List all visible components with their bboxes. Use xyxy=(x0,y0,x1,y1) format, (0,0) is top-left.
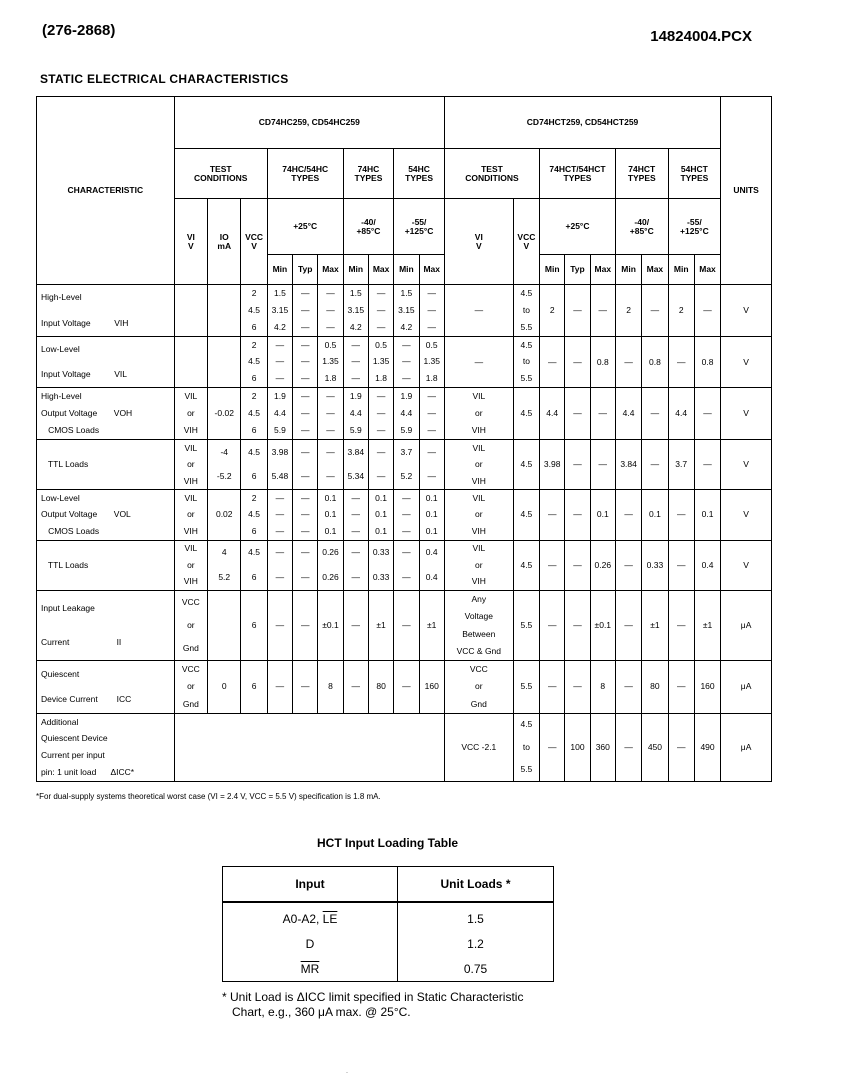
hct-value-cell: ±0.1 xyxy=(590,590,615,660)
units-cell: V xyxy=(721,490,772,540)
vcc-cell: 4.5 6 xyxy=(241,439,267,489)
hc-value-cell: — — — xyxy=(293,285,318,337)
table-row xyxy=(37,387,772,439)
vi-cell: VIL or VIH xyxy=(174,439,207,489)
hct-condition-cell: VCC -2.1 xyxy=(444,713,513,781)
table-row xyxy=(37,540,772,590)
table-body xyxy=(37,285,772,782)
characteristic-cell: Low-Level Output Voltage VOL CMOS Loads xyxy=(37,490,175,540)
table-footnote: *For dual-supply systems theoretical worst case (VI = 2.4 V, VCC = 5.5 V) specification is 1.8 mA. xyxy=(36,792,381,801)
characteristic-cell: Additional Quiescent Device Current per input pin: 1 unit load ΔICC* xyxy=(37,713,175,781)
hct-condition-cell: VIL or VIH xyxy=(444,490,513,540)
hct-vi-header: VI V xyxy=(444,199,513,285)
hc-value-cell: 0.5 1.35 1.8 xyxy=(318,337,343,387)
hc-value-cell: ±1 xyxy=(419,590,444,660)
hct-family-header: CD74HCT259, CD54HCT259 xyxy=(444,97,720,149)
characteristic-cell: Low-Level Input Voltage VIL xyxy=(37,337,175,387)
hct-value-cell: 360 xyxy=(590,713,615,781)
hct-value-cell: — xyxy=(565,661,590,713)
hc-value-cell: — — — xyxy=(394,337,419,387)
hc-value-cell: 1.9 4.4 5.9 xyxy=(394,387,419,439)
hc-value-cell: — — xyxy=(343,540,368,590)
hct-25c-header: +25°C xyxy=(540,199,616,255)
io-cell: 0 xyxy=(208,661,241,713)
vi-header: VI V xyxy=(174,199,207,285)
hc-value-cell: — — xyxy=(394,540,419,590)
hc-25c-header: +25°C xyxy=(267,199,343,255)
hct-value-cell: — xyxy=(565,590,590,660)
hct-value-cell: 0.4 xyxy=(694,540,720,590)
hct-value-cell: — xyxy=(694,439,720,489)
units-cell: V xyxy=(721,540,772,590)
hc-value-cell: — xyxy=(343,661,368,713)
hct-value-cell: 100 xyxy=(565,713,590,781)
units-header: UNITS xyxy=(721,97,772,285)
hc-family-header: CD74HC259, CD54HC259 xyxy=(174,97,444,149)
hct-value-cell: — xyxy=(668,490,694,540)
hc-85c-header: -40/ +85°C xyxy=(343,199,394,255)
characteristic-cell: High-Level Input Voltage VIH xyxy=(37,285,175,337)
io-cell xyxy=(208,285,241,337)
max-header: Max xyxy=(694,255,720,285)
hct-value-cell: 0.8 xyxy=(590,337,615,387)
vcc-cell: 2 4.5 6 xyxy=(241,387,267,439)
hct-vcc-cell: 4.5 xyxy=(513,540,539,590)
max-header: Max xyxy=(368,255,393,285)
io-cell xyxy=(208,337,241,387)
hc-value-cell: — xyxy=(394,661,419,713)
input-column-header: Input xyxy=(223,867,398,903)
max-header: Max xyxy=(590,255,615,285)
vi-cell: VIL or VIH xyxy=(174,490,207,540)
hct-value-cell: — xyxy=(590,285,615,337)
hct-vcc-cell: 4.5 xyxy=(513,439,539,489)
hct-value-cell: — xyxy=(565,387,590,439)
hct-value-cell: ±1 xyxy=(642,590,668,660)
vcc-cell: 2 4.5 6 xyxy=(241,285,267,337)
hc-types-header: 74HC/54HC TYPES xyxy=(267,149,343,199)
max-header: Max xyxy=(419,255,444,285)
units-cell: V xyxy=(721,439,772,489)
characteristic-cell: TTL Loads xyxy=(37,439,175,489)
io-cell: -4 -5.2 xyxy=(208,439,241,489)
hc-value-cell: — — — xyxy=(318,387,343,439)
vi-cell: VCC or Gnd xyxy=(174,661,207,713)
min-header: Min xyxy=(343,255,368,285)
blank-hc-cell xyxy=(174,713,444,781)
hct-value-cell: — xyxy=(642,439,668,489)
hct-value-cell: — xyxy=(615,490,641,540)
hct-value-cell: — xyxy=(668,661,694,713)
hct-condition-cell: — xyxy=(444,285,513,337)
hct-value-cell: — xyxy=(565,490,590,540)
hc-value-cell: — — — xyxy=(293,490,318,540)
hc-value-cell: 1.5 3.15 4.2 xyxy=(267,285,292,337)
hct-value-cell: — xyxy=(540,713,565,781)
table-row xyxy=(223,931,554,956)
hct-input-loading-table xyxy=(222,866,554,982)
table-row xyxy=(37,439,772,489)
hc-value-cell: — — xyxy=(293,540,318,590)
hct-value-cell: 80 xyxy=(642,661,668,713)
hct-value-cell: 0.1 xyxy=(590,490,615,540)
table-row xyxy=(37,713,772,781)
vcc-cell: 2 4.5 6 xyxy=(241,490,267,540)
hct-value-cell: — xyxy=(540,661,565,713)
hct-value-cell: — xyxy=(540,490,565,540)
hc-value-cell: — xyxy=(394,590,419,660)
hct-value-cell: 0.1 xyxy=(694,490,720,540)
vcc-cell: 6 xyxy=(241,661,267,713)
hc-value-cell: — — — xyxy=(267,337,292,387)
section-title: STATIC ELECTRICAL CHARACTERISTICS xyxy=(40,72,289,86)
io-cell: 4 5.2 xyxy=(208,540,241,590)
hct-value-cell: 2 xyxy=(615,285,641,337)
hct-condition-cell: Any Voltage Between VCC & Gnd xyxy=(444,590,513,660)
hct-value-cell: — xyxy=(565,285,590,337)
hct-value-cell: 0.8 xyxy=(642,337,668,387)
characteristic-cell: High-Level Output Voltage VOH CMOS Loads xyxy=(37,387,175,439)
hct-value-cell: — xyxy=(615,590,641,660)
hct-value-cell: — xyxy=(565,337,590,387)
characteristic-cell: TTL Loads xyxy=(37,540,175,590)
hc-value-cell: 0.5 1.35 1.8 xyxy=(368,337,393,387)
hct-value-cell: 3.98 xyxy=(540,439,565,489)
hc-value-cell: — — xyxy=(419,439,444,489)
hc-value-cell: 1.9 4.4 5.9 xyxy=(343,387,368,439)
hct-value-cell: — xyxy=(668,713,694,781)
static-characteristics-table xyxy=(36,96,772,782)
units-cell: V xyxy=(721,387,772,439)
hc-value-cell: — xyxy=(293,661,318,713)
hct-condition-cell: VCC or Gnd xyxy=(444,661,513,713)
hct-vcc-cell: 4.5 to 5.5 xyxy=(513,285,539,337)
hct-value-cell: — xyxy=(540,590,565,660)
hc-value-cell: — xyxy=(267,590,292,660)
hct-vcc-cell: 5.5 xyxy=(513,590,539,660)
hc-value-cell: — — — xyxy=(419,285,444,337)
hct-value-cell: — xyxy=(615,661,641,713)
units-cell: μA xyxy=(721,590,772,660)
hc-value-cell: 3.98 5.48 xyxy=(267,439,292,489)
hc-value-cell: — — xyxy=(293,439,318,489)
hct-condition-cell: — xyxy=(444,337,513,387)
table-row xyxy=(223,956,554,982)
unit-load-note: * Unit Load is ΔICC limit specified in Static Characteristic Chart, e.g., 360 μA max. @ 25°C. xyxy=(222,990,524,1019)
hc-value-cell: — — — xyxy=(343,490,368,540)
hc-value-cell: 1.5 3.15 4.2 xyxy=(394,285,419,337)
hct-value-cell: — xyxy=(642,387,668,439)
io-cell xyxy=(208,590,241,660)
hc-value-cell: ±0.1 xyxy=(318,590,343,660)
io-header: IO mA xyxy=(208,199,241,285)
74hct-types-header: 74HCT TYPES xyxy=(615,149,668,199)
hct-value-cell: 2 xyxy=(668,285,694,337)
hct-value-cell: 8 xyxy=(590,661,615,713)
hc-value-cell: 3.84 5.34 xyxy=(343,439,368,489)
hc-value-cell: ±1 xyxy=(368,590,393,660)
table-row xyxy=(37,337,772,387)
hct-test-conditions-header: TEST CONDITIONS xyxy=(444,149,539,199)
hct-value-cell: — xyxy=(615,540,641,590)
table-row xyxy=(37,661,772,713)
hc-value-cell: — — xyxy=(267,540,292,590)
hct-value-cell: 0.8 xyxy=(694,337,720,387)
hc-value-cell: 8 xyxy=(318,661,343,713)
hct-types-header: 74HCT/54HCT TYPES xyxy=(540,149,616,199)
hc-value-cell: 3.7 5.2 xyxy=(394,439,419,489)
hc-value-cell: — — — xyxy=(368,387,393,439)
input-cell: D xyxy=(223,931,398,956)
hc-value-cell: 0.33 0.33 xyxy=(368,540,393,590)
54hc-types-header: 54HC TYPES xyxy=(394,149,445,199)
characteristic-cell: Input Leakage Current II xyxy=(37,590,175,660)
vi-cell: VCC or Gnd xyxy=(174,590,207,660)
hc-value-cell: 0.1 0.1 0.1 xyxy=(318,490,343,540)
characteristic-cell: Quiescent Device Current ICC xyxy=(37,661,175,713)
hc-test-conditions-header: TEST CONDITIONS xyxy=(174,149,267,199)
hc-value-cell: — — — xyxy=(293,337,318,387)
hct-value-cell: 2 xyxy=(540,285,565,337)
hct-value-cell: — xyxy=(668,337,694,387)
unit-cell: 1.2 xyxy=(398,931,554,956)
hc-value-cell: 0.26 0.26 xyxy=(318,540,343,590)
hct-value-cell: — xyxy=(694,285,720,337)
min-header: Min xyxy=(615,255,641,285)
hct-condition-cell: VIL or VIH xyxy=(444,387,513,439)
vi-cell: VIL or VIH xyxy=(174,387,207,439)
max-header: Max xyxy=(318,255,343,285)
hc-value-cell: 0.1 0.1 0.1 xyxy=(368,490,393,540)
hct-condition-cell: VIL or VIH xyxy=(444,540,513,590)
hct-value-cell: — xyxy=(565,540,590,590)
table-row xyxy=(37,285,772,337)
min-header: Min xyxy=(668,255,694,285)
hc-value-cell: 1.9 4.4 5.9 xyxy=(267,387,292,439)
io-cell: -0.02 xyxy=(208,387,241,439)
hct-value-cell: 4.4 xyxy=(540,387,565,439)
vcc-cell: 6 xyxy=(241,590,267,660)
units-cell: μA xyxy=(721,661,772,713)
hct-value-cell: — xyxy=(540,337,565,387)
74hc-types-header: 74HC TYPES xyxy=(343,149,394,199)
io-cell: 0.02 xyxy=(208,490,241,540)
vcc-cell: 4.5 6 xyxy=(241,540,267,590)
vi-cell xyxy=(174,285,207,337)
units-cell: V xyxy=(721,285,772,337)
hct-value-cell: 450 xyxy=(642,713,668,781)
hct-value-cell: 4.4 xyxy=(615,387,641,439)
hc-value-cell: 80 xyxy=(368,661,393,713)
hct-vcc-header: VCC V xyxy=(513,199,539,285)
hc-value-cell: 0.1 0.1 0.1 xyxy=(419,490,444,540)
table-row xyxy=(37,590,772,660)
hct-85c-header: -40/ +85°C xyxy=(615,199,668,255)
hc-125c-header: -55/ +125°C xyxy=(394,199,445,255)
unit-loads-column-header: Unit Loads * xyxy=(398,867,554,903)
min-header: Min xyxy=(267,255,292,285)
hct-vcc-cell: 4.5 xyxy=(513,490,539,540)
hc-value-cell: — — xyxy=(368,439,393,489)
hct-value-cell: 0.1 xyxy=(642,490,668,540)
hct-vcc-cell: 4.5 to 5.5 xyxy=(513,713,539,781)
hct-value-cell: 160 xyxy=(694,661,720,713)
hct-value-cell: — xyxy=(540,540,565,590)
hc-value-cell: — — — xyxy=(343,337,368,387)
hct-vcc-cell: 4.5 to 5.5 xyxy=(513,337,539,387)
hct-value-cell: — xyxy=(668,540,694,590)
table-row xyxy=(223,902,554,931)
min-header: Min xyxy=(394,255,419,285)
hc-value-cell: 0.4 0.4 xyxy=(419,540,444,590)
input-cell: $\overline{MR}$ xyxy=(223,956,398,982)
hct-value-cell: 3.7 xyxy=(668,439,694,489)
hc-value-cell: — — — xyxy=(267,490,292,540)
units-cell: V xyxy=(721,337,772,387)
hct-condition-cell: VIL or VIH xyxy=(444,439,513,489)
hc-value-cell: — — — xyxy=(394,490,419,540)
hct-value-cell: — xyxy=(565,439,590,489)
hc-value-cell: — — — xyxy=(419,387,444,439)
hct-table-title: HCT Input Loading Table xyxy=(317,836,459,850)
hc-value-cell: 0.5 1.35 1.8 xyxy=(419,337,444,387)
hct-value-cell: — xyxy=(615,713,641,781)
hct-value-cell: — xyxy=(590,387,615,439)
hct-value-cell: — xyxy=(668,590,694,660)
characteristic-header: CHARACTERISTIC xyxy=(37,97,175,285)
hct-value-cell: — xyxy=(694,387,720,439)
vcc-header: VCC V xyxy=(241,199,267,285)
hc-value-cell: — xyxy=(293,590,318,660)
hct-125c-header: -55/ +125°C xyxy=(668,199,721,255)
typ-header: Typ xyxy=(293,255,318,285)
hct-value-cell: 0.33 xyxy=(642,540,668,590)
hct-vcc-cell: 4.5 xyxy=(513,387,539,439)
hct-value-cell: 490 xyxy=(694,713,720,781)
file-name: 14824004.PCX xyxy=(650,28,752,45)
hct-value-cell: 0.26 xyxy=(590,540,615,590)
hct-value-cell: — xyxy=(590,439,615,489)
hc-value-cell: — xyxy=(267,661,292,713)
units-cell: μA xyxy=(721,713,772,781)
hct-vcc-cell: 5.5 xyxy=(513,661,539,713)
scan-mark: · xyxy=(346,1070,348,1076)
hc-value-cell: — — xyxy=(318,439,343,489)
hc-value-cell: 160 xyxy=(419,661,444,713)
hc-value-cell: — xyxy=(343,590,368,660)
hct-value-cell: 3.84 xyxy=(615,439,641,489)
max-header: Max xyxy=(642,255,668,285)
typ-header: Typ xyxy=(565,255,590,285)
unit-cell: 0.75 xyxy=(398,956,554,982)
vi-cell xyxy=(174,337,207,387)
54hct-types-header: 54HCT TYPES xyxy=(668,149,721,199)
hct-value-cell: ±1 xyxy=(694,590,720,660)
hc-value-cell: — — — xyxy=(293,387,318,439)
hct-value-cell: — xyxy=(642,285,668,337)
document-id: (276-2868) xyxy=(42,22,116,39)
table-row xyxy=(37,490,772,540)
hc-value-cell: 1.5 3.15 4.2 xyxy=(343,285,368,337)
hct-value-cell: 4.4 xyxy=(668,387,694,439)
hc-value-cell: — — — xyxy=(368,285,393,337)
unit-cell: 1.5 xyxy=(398,902,554,931)
hc-value-cell: — — — xyxy=(318,285,343,337)
vcc-cell: 2 4.5 6 xyxy=(241,337,267,387)
hct-value-cell: — xyxy=(615,337,641,387)
input-cell: A0-A2, $\overline{LE}$ xyxy=(223,902,398,931)
vi-cell: VIL or VIH xyxy=(174,540,207,590)
min-header: Min xyxy=(540,255,565,285)
